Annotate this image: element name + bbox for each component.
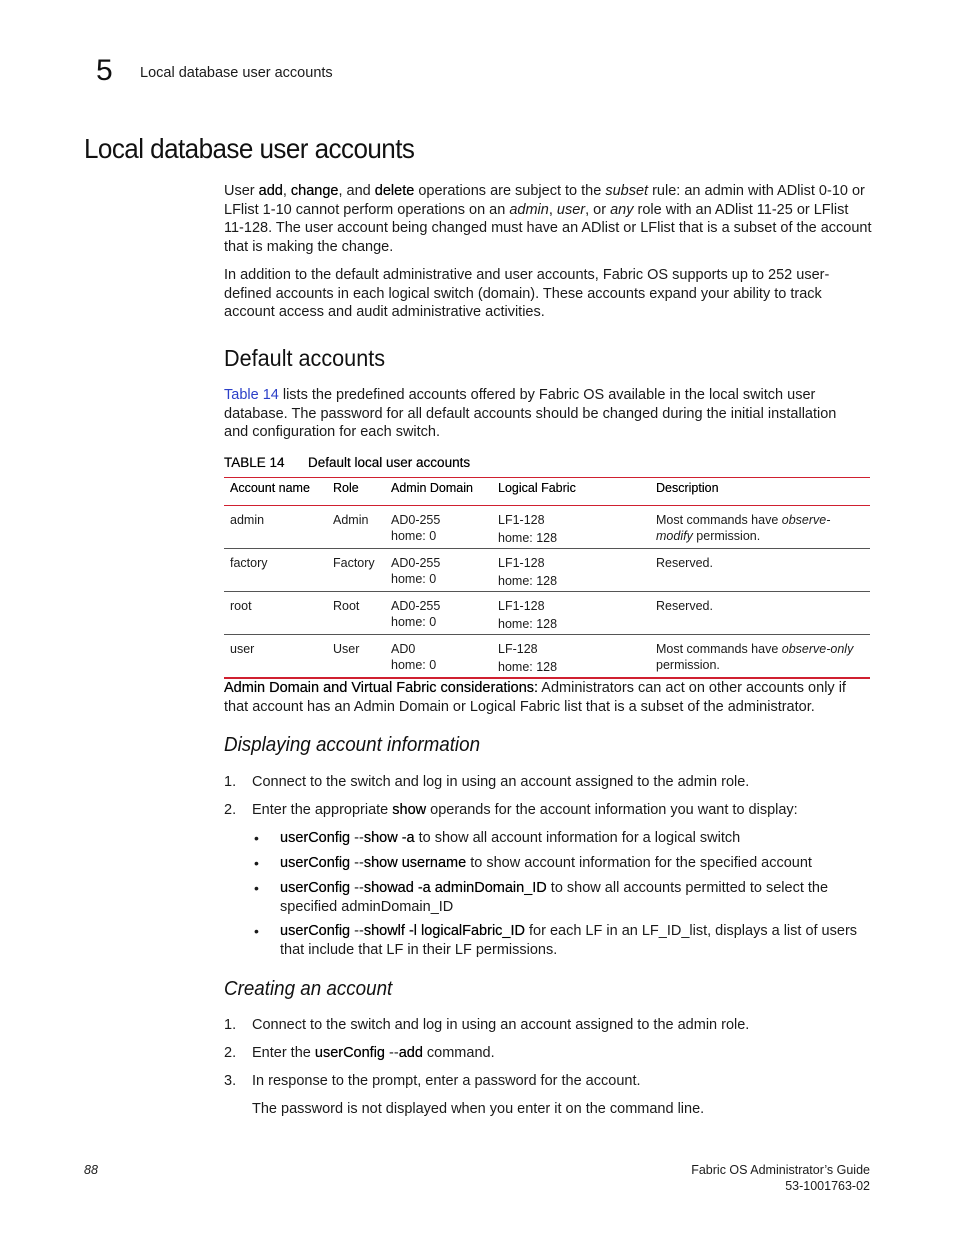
- bullet-item: userConfig --show -a to show all account information for a logical switch: [280, 830, 741, 846]
- cell-logical-fabric: LF1-128 home: 128: [498, 512, 558, 545]
- step-number: 1.: [224, 1017, 237, 1033]
- default-accounts-heading: Default accounts: [224, 345, 386, 371]
- step-number: 2.: [224, 802, 237, 818]
- displaying-heading: Displaying account information: [224, 734, 481, 756]
- creating-step-1: Connect to the switch and log in using an account assigned to the admin role.: [252, 1017, 750, 1033]
- cell-description: Most commands have observe-only permission.: [656, 641, 854, 672]
- creating-heading: Creating an account: [224, 978, 393, 1000]
- displaying-step-2: Enter the appropriate show operands for the account information you want to display:: [252, 802, 798, 818]
- table-row: [224, 591, 870, 634]
- creating-step-2: Enter the userConfig --add command.: [252, 1045, 495, 1061]
- intro-paragraph-2: In addition to the default administrative and user accounts, Fabric OS supports up to 252 user-defined accounts in each logical switch (domain). These accounts expand your ability to track account access and audit administrative activities.: [224, 267, 830, 321]
- bullet-glyph: •: [254, 880, 259, 896]
- cell-logical-fabric: LF-128 home: 128: [498, 641, 558, 674]
- cell-description: Reserved.: [656, 598, 713, 613]
- column-header: Account name: [230, 481, 310, 495]
- page-number: 88: [84, 1163, 98, 1177]
- step-number: 2.: [224, 1045, 237, 1061]
- column-header: Role: [333, 481, 359, 495]
- table-row: [224, 548, 870, 591]
- cell-logical-fabric: LF1-128 home: 128: [498, 598, 558, 631]
- cell-account: root: [230, 598, 252, 613]
- creating-step-3: In response to the prompt, enter a password for the account.: [252, 1073, 641, 1089]
- step-number: 1.: [224, 774, 237, 790]
- table-row: [224, 505, 870, 548]
- table-row: [224, 634, 870, 678]
- step-number: 3.: [224, 1073, 237, 1089]
- footer-doc-number: 53-1001763-02: [785, 1179, 870, 1193]
- table-title: Default local user accounts: [308, 455, 471, 470]
- column-header: Logical Fabric: [498, 481, 576, 495]
- table-label: TABLE 14: [224, 455, 285, 470]
- running-header-title: Local database user accounts: [140, 65, 333, 81]
- cell-logical-fabric: LF1-128 home: 128: [498, 555, 558, 588]
- cell-description: Most commands have observe-modify permission.: [656, 512, 831, 543]
- cell-account: user: [230, 641, 255, 656]
- cell-role: Admin: [333, 512, 369, 527]
- bullet-item: userConfig --showlf -l logicalFabric_ID for each LF in an LF_ID_list, displays a list of users that include that LF in their LF permissions.: [280, 923, 858, 958]
- section-title: Local database user accounts: [84, 133, 415, 164]
- cell-role: Factory: [333, 555, 375, 570]
- cell-description: Reserved.: [656, 555, 713, 570]
- cell-role: User: [333, 641, 360, 656]
- cell-admin-domain: AD0-255 home: 0: [391, 555, 441, 586]
- table-14-link[interactable]: Table 14: [224, 387, 279, 403]
- cell-account: factory: [230, 555, 268, 570]
- footer-guide-title: Fabric OS Administrator’s Guide: [691, 1163, 870, 1177]
- table-caption: [224, 455, 470, 470]
- column-header: Description: [656, 481, 719, 495]
- intro-paragraph-1: User add, change, and delete operations are subject to the subset rule: an admin with ADlist 0-10 or LFlist 1-10 cannot perform operations on an admin, user, or any role with an ADlist 11-25 or LFlist 11-128. The user account being changed must have an ADlist or LFlist that is a subset of the account that is making the change.: [224, 183, 872, 256]
- default-accounts-table: [224, 477, 870, 679]
- ad-vf-note: Admin Domain and Virtual Fabric considerations: Administrators can act on other accounts only if that account has an Admin Domain or Logical Fabric list that is a subset of the administrator.: [224, 680, 846, 715]
- bullet-glyph: •: [254, 855, 259, 871]
- cell-account: admin: [230, 512, 265, 527]
- bullet-glyph: •: [254, 923, 259, 939]
- cell-admin-domain: AD0 home: 0: [391, 641, 437, 672]
- displaying-step-1: Connect to the switch and log in using an account assigned to the admin role.: [252, 774, 750, 790]
- cell-role: Root: [333, 598, 360, 613]
- bullet-item: userConfig --showad -a adminDomain_ID to show all accounts permitted to select the specified adminDomain_ID: [280, 880, 829, 915]
- default-accounts-paragraph: Table 14 lists the predefined accounts offered by Fabric OS available in the local switch user database. The password for all default accounts should be changed during the initial installation and configuration for each switch.: [224, 387, 837, 441]
- cell-admin-domain: AD0-255 home: 0: [391, 512, 441, 543]
- creating-step-3-note: The password is not displayed when you enter it on the command line.: [252, 1101, 705, 1117]
- bullet-item: userConfig --show username to show account information for the specified account: [280, 855, 812, 871]
- cell-admin-domain: AD0-255 home: 0: [391, 598, 441, 629]
- table-header-row: [224, 478, 870, 506]
- chapter-number: 5: [96, 54, 113, 87]
- column-header: Admin Domain: [391, 481, 473, 495]
- bullet-glyph: •: [254, 830, 259, 846]
